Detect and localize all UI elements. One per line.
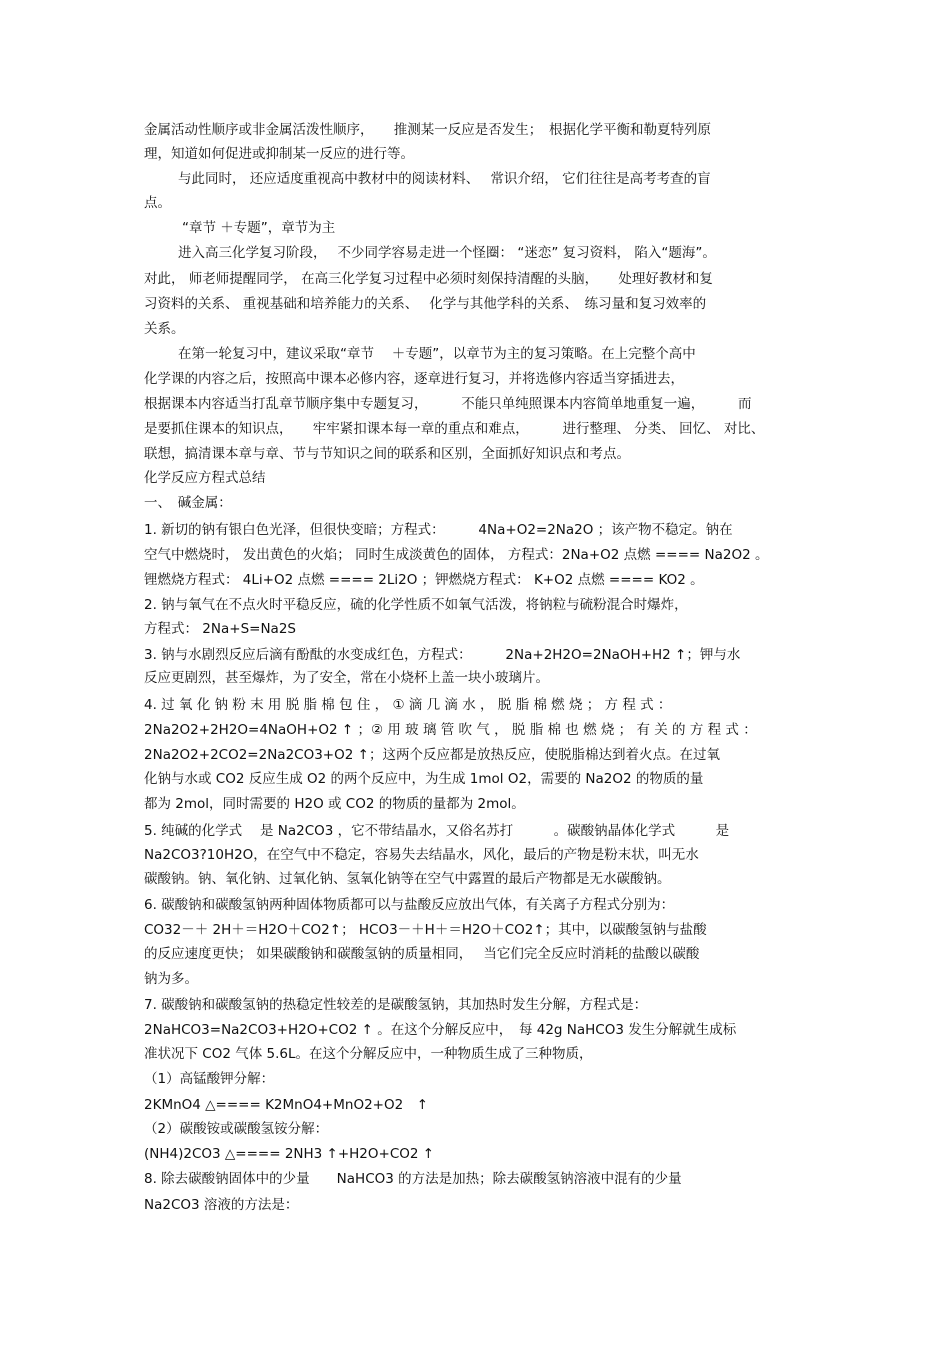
text-line: 空气中燃烧时， 发出黄色的火焰； 同时生成淡黄色的固体， 方程式：2Na+O2 点燃 ==== Na2O2 。 xyxy=(144,547,769,563)
text-line: 锂燃烧方程式： 4Li+O2 点燃 ==== 2Li2O ；钾燃烧方程式： K+O2 点燃 ==== KO2 。 xyxy=(144,572,704,588)
text-line: Na2CO3?10H2O，在空气中不稳定，容易失去结晶水，风化，最后的产物是粉末状，叫无水 xyxy=(144,847,699,863)
text-line: Na2CO3 溶液的方法是： xyxy=(144,1197,299,1213)
text-line: 5. 纯碱的化学式 是 Na2CO3 ，它不带结晶水，又俗名苏打 。碳酸钠晶体化学式 是 xyxy=(144,823,730,839)
text-line: 4. 过 氧 化 钠 粉 末 用 脱 脂 棉 包 住 ， ① 滴 几 滴 水 ， 脱 脂 棉 燃 烧 ； 方 程 式 ： xyxy=(144,697,672,713)
text-line: 7. 碳酸钠和碳酸氢钠的热稳定性较差的是碳酸氢钠，其加热时发生分解，方程式是： xyxy=(144,997,648,1013)
text-line: 2Na2O2+2H2O=4NaOH+O2 ↑ ；② 用 玻 璃 管 吹 气 ， 脱 脂 棉 也 燃 烧 ； 有 关 的 方 程 式 ： xyxy=(144,722,757,738)
text-line: 反应更剧烈，甚至爆炸，为了安全，常在小烧杯上盖一块小玻璃片。 xyxy=(144,670,549,686)
text-line: 2. 钠与氧气在不点火时平稳反应，硫的化学性质不如氧气活泼，将钠粒与硫粉混合时爆炸， xyxy=(144,597,688,613)
text-line: （1）高锰酸钾分解： xyxy=(144,1071,275,1087)
text-line: 碳酸钠。钠、氧化钠、过氧化钠、氢氧化钠等在空气中露置的最后产物都是无水碳酸钠。 xyxy=(144,871,671,887)
text-line: 化钠与水或 CO2 反应生成 O2 的两个反应中，为生成 1mol O2，需要的 Na2O2 的物质的量 xyxy=(144,771,704,787)
text-line: 钠为多。 xyxy=(144,971,198,987)
text-line: 联想，搞清课本章与章、节与节知识之间的联系和区别，全面抓好知识点和考点。 xyxy=(144,446,630,462)
equation-line: 2KMnO4 △==== K2MnO4+MnO2+O2 ↑ xyxy=(144,1097,429,1113)
text-line: 的反应速度更快； 如果碳酸钠和碳酸氢钠的质量相同， 当它们完全反应时消耗的盐酸以碳酸 xyxy=(144,946,700,962)
text-line: 理，知道如何促进或抑制某一反应的进行等。 xyxy=(144,146,414,162)
text-line: 1. 新切的钠有银白色光泽，但很快变暗；方程式： 4Na+O2=2Na2O ；该产物不稳定。钠在 xyxy=(144,522,733,538)
section-heading: “章节 ＋专题”，章节为主 xyxy=(182,220,336,236)
text-line: 8. 除去碳酸钠固体中的少量 NaHCO3 的方法是加热；除去碳酸氢钠溶液中混有的少量 xyxy=(144,1171,682,1187)
text-line: 金属活动性顺序或非金属活泼性顺序， 推测某一反应是否发生； 根据化学平衡和勒夏特列原 xyxy=(144,122,711,138)
text-line: 2Na2O2+2CO2=2Na2CO3+O2 ↑；这两个反应都是放热反应，使脱脂棉达到着火点。在过氧 xyxy=(144,747,720,763)
equation-line: (NH4)2CO3 △==== 2NH3 ↑+H2O+CO2 ↑ xyxy=(144,1146,435,1162)
text-line: 2NaHCO3=Na2CO3+H2O+CO2 ↑ 。在这个分解反应中， 每 42g NaHCO3 发生分解就生成标 xyxy=(144,1022,737,1038)
text-line: 习资料的关系、 重视基础和培养能力的关系、 化学与其他学科的关系、 练习量和复习效率的 xyxy=(144,296,707,312)
text-line: 关系。 xyxy=(144,321,185,337)
text-line: 化学课的内容之后，按照高中课本必修内容，逐章进行复习，并将选修内容适当穿插进去， xyxy=(144,371,684,387)
text-line: 是要抓住课本的知识点， 牢牢紧扣课本每一章的重点和难点， 进行整理、 分类、 回忆、 对比、 xyxy=(144,421,765,437)
text-line: 6. 碳酸钠和碳酸氢钠两种固体物质都可以与盐酸反应放出气体，有关离子方程式分别为： xyxy=(144,897,675,913)
text-line: 点。 xyxy=(144,195,171,211)
text-line: 进入高三化学复习阶段， 不少同学容易走进一个怪圈： “迷恋” 复习资料， 陷入“题海”。 xyxy=(178,245,716,261)
text-line: 准状况下 CO2 气体 5.6L。在这个分解反应中，一种物质生成了三种物质， xyxy=(144,1046,593,1062)
text-line: 与此同时， 还应适度重视高中教材中的阅读材料、 常识介绍， 它们往往是高考考查的盲 xyxy=(178,171,711,187)
text-line: 在第一轮复习中，建议采取“章节 ＋专题”，以章节为主的复习策略。在上完整个高中 xyxy=(178,346,696,362)
text-line: 根据课本内容适当打乱章节顺序集中专题复习， 不能只单纯照课本内容简单地重复一遍， 而 xyxy=(144,396,752,412)
text-line: （2）碳酸铵或碳酸氢铵分解： xyxy=(144,1121,329,1137)
text-line: 3. 钠与水剧烈反应后滴有酚酞的水变成红色，方程式： 2Na+2H2O=2NaOH+H2 ↑；钾与水 xyxy=(144,647,741,663)
text-line: CO32－＋ 2H＋＝H2O＋CO2↑； HCO3－＋H＋＝H2O＋CO2↑；其中，以碳酸氢钠与盐酸 xyxy=(144,922,707,938)
text-line: 对此， 师老师提醒同学， 在高三化学复习过程中必须时刻保持清醒的头脑， 处理好教材和复 xyxy=(144,271,713,287)
text-line: 方程式： 2Na+S=Na2S xyxy=(144,621,296,637)
section-heading: 化学反应方程式总结 xyxy=(144,470,266,486)
section-heading: 一、 碱金属： xyxy=(144,495,232,511)
text-line: 都为 2mol，同时需要的 H2O 或 CO2 的物质的量都为 2mol。 xyxy=(144,796,525,812)
